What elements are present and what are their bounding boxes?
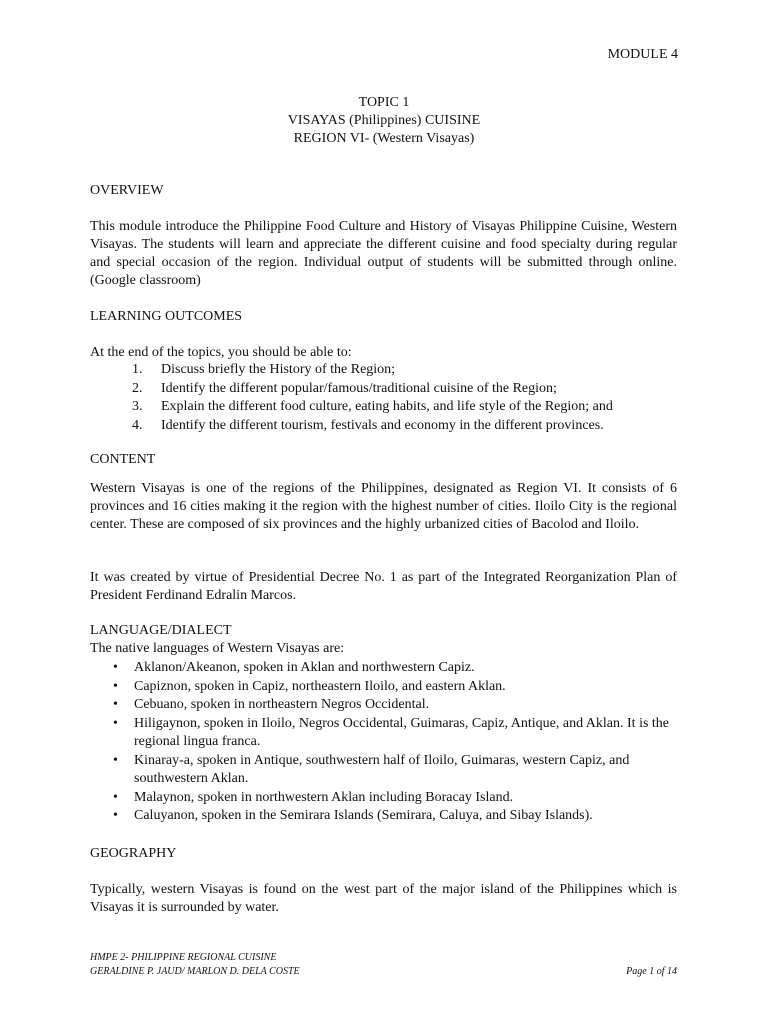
language-text: Aklanon/Akeanon, spoken in Aklan and northwestern Capiz. (134, 660, 475, 675)
language-item (90, 789, 677, 808)
language-heading: LANGUAGE/DIALECT (90, 623, 232, 638)
language-item (90, 659, 677, 678)
outcomes-heading: LEARNING OUTCOMES (90, 309, 243, 324)
overview-heading: OVERVIEW (90, 183, 164, 198)
language-item (90, 715, 677, 752)
language-text: Cebuano, spoken in northeastern Negros Occidental. (134, 697, 430, 712)
outcome-text: Explain the different food culture, eating habits, and life style of the Region; and (161, 399, 613, 414)
language-text: Kinaray-a, spoken in Antique, southwestern half of Iloilo, Guimaras, western Capiz, and southwestern Aklan. (134, 752, 630, 786)
bullet-icon: • (113, 789, 118, 805)
outcome-item (90, 361, 677, 380)
language-list-wrap (90, 659, 677, 826)
language-item (90, 807, 677, 826)
page-footer (90, 951, 677, 979)
footer-course: HMPE 2- PHILIPPINE REGIONAL CUISINE (90, 952, 277, 963)
content-heading: CONTENT (90, 452, 156, 467)
language-intro: The native languages of Western Visayas are: (90, 641, 345, 656)
language-item (90, 752, 677, 789)
outcome-text: Identify the different tourism, festivals and economy in the different provinces. (161, 417, 604, 433)
outcomes-intro: At the end of the topics, you should be able to: (90, 345, 352, 360)
overview-text: This module introduce the Philippine Food Culture and History of Visayas Philippine Cuisine, Western Visayas. The students will learn and appreciate the different cuisine and food specialty during regular and special occasion of the region. Individual output of students will be submitted through online. (Google classroom) (90, 219, 677, 288)
bullet-icon: • (113, 715, 118, 731)
cuisine-title: VISAYAS (Philippines) CUISINE (287, 113, 481, 128)
module-label: MODULE 4 (607, 47, 678, 62)
outcome-item (90, 398, 677, 417)
content-paragraph-2: It was created by virtue of Presidential Decree No. 1 as part of the Integrated Reorganization Plan of President Ferdinand Edralin Marcos. (90, 570, 677, 603)
geography-text: Typically, western Visayas is found on the west part of the major island of the Philippines which is Visayas it is surrounded by water. (90, 882, 677, 915)
outcome-number: 1. (132, 362, 143, 377)
footer-authors: GERALDINE P. JAUD/ MARLON D. DELA COSTE (90, 966, 300, 977)
outcomes-list (90, 361, 677, 435)
outcome-number: 2. (132, 380, 143, 396)
outcome-number: 4. (132, 417, 143, 433)
language-item (90, 678, 677, 697)
language-text: Malaynon, spoken in northwestern Aklan including Boracay Island. (134, 789, 514, 805)
outcome-item (90, 417, 677, 436)
bullet-icon: • (113, 808, 118, 823)
outcome-text: Identify the different popular/famous/traditional cuisine of the Region; (161, 380, 557, 396)
language-text: Capiznon, spoken in Capiz, northeastern Iloilo, and eastern Aklan. (134, 678, 506, 694)
topic-title: TOPIC 1 (358, 95, 410, 110)
bullet-icon: • (113, 752, 118, 768)
footer-page-number: Page 1 of 14 (626, 966, 677, 977)
language-text: Caluyanon, spoken in the Semirara Islands (Semirara, Caluya, and Sibay Islands). (134, 808, 593, 823)
title-block (0, 94, 768, 148)
outcome-text: Discuss briefly the History of the Region; (161, 362, 396, 377)
region-title: REGION VI- (Western Visayas) (293, 131, 475, 146)
language-item (90, 696, 677, 715)
outcome-item (90, 380, 677, 399)
outcomes-list-wrap (90, 361, 677, 435)
language-text: Hiligaynon, spoken in Iloilo, Negros Occidental, Guimaras, Capiz, Antique, and Aklan. It is the regional lingua franca. (134, 715, 670, 749)
bullet-icon: • (113, 660, 118, 675)
geography-heading: GEOGRAPHY (90, 846, 177, 861)
bullet-icon: • (113, 697, 118, 712)
bullet-icon: • (113, 678, 118, 694)
content-paragraph-1: Western Visayas is one of the regions of the Philippines, designated as Region VI. It consists of 6 provinces and 16 cities making it the region with the highest number of cities. Iloilo City is the regional center. These are composed of six provinces and the highly urbanized cities of Bacolod and Iloilo. (90, 481, 677, 532)
outcome-number: 3. (132, 399, 143, 414)
language-list (90, 659, 677, 826)
